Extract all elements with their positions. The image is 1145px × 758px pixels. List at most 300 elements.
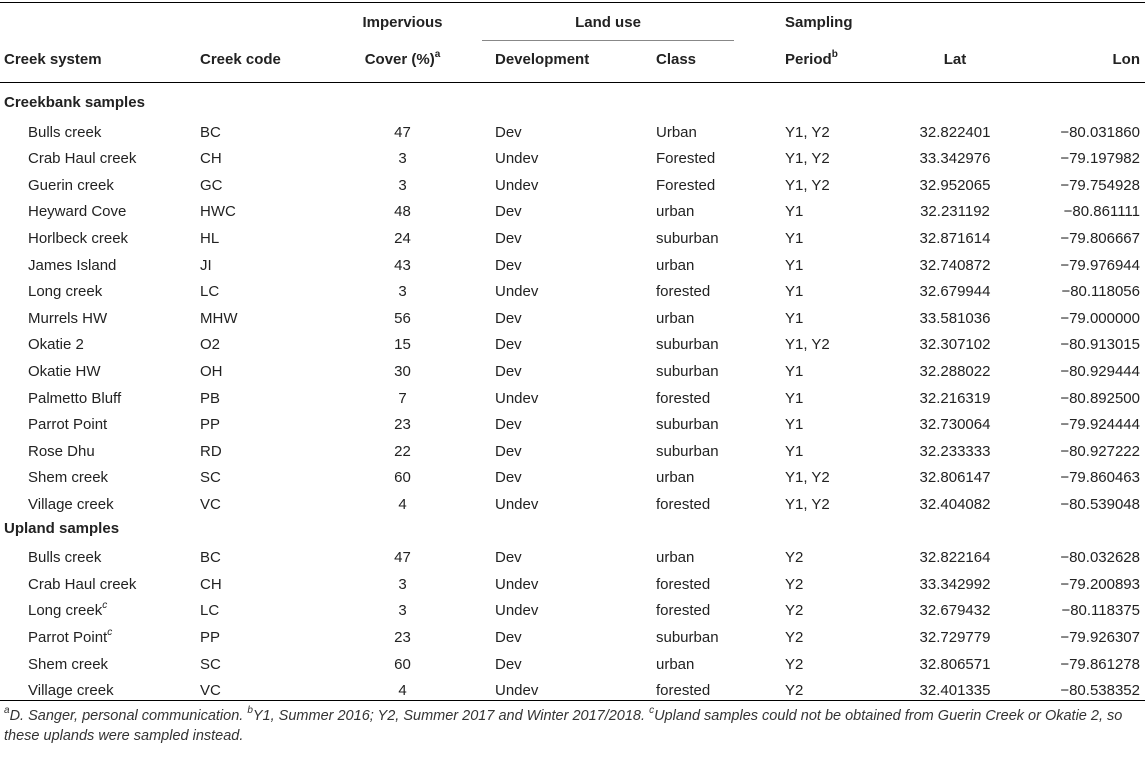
cell-development-text: Dev xyxy=(495,549,522,567)
cell-development-text: Dev xyxy=(495,309,522,327)
cell-cover-text: 47 xyxy=(394,123,411,141)
cell-development xyxy=(495,124,522,142)
cell-creek-system xyxy=(28,257,116,275)
header-impervious-label: Cover (%) xyxy=(364,51,435,68)
cell-lat xyxy=(900,203,1010,221)
cell-period xyxy=(785,443,803,461)
cell-class-text: suburban xyxy=(656,336,719,354)
cell-development-text: Dev xyxy=(495,336,522,354)
cell-creek-code xyxy=(200,469,221,487)
cell-lon xyxy=(1030,177,1140,195)
cell-lat xyxy=(900,230,1010,248)
cell-class xyxy=(656,496,710,514)
cell-development xyxy=(495,682,538,700)
cell-creek-code-text: LC xyxy=(200,602,220,620)
cell-cover-text: 48 xyxy=(394,203,411,221)
cell-period-text: Y1 xyxy=(785,283,804,301)
cell-class xyxy=(656,177,715,195)
cell-class-text: suburban xyxy=(656,363,719,380)
cell-creek-system-text: Shem creek xyxy=(28,469,109,487)
cell-class xyxy=(656,150,715,168)
cell-lat xyxy=(900,443,1010,461)
cell-lat-text: 32.806571 xyxy=(919,655,991,673)
cell-period xyxy=(785,257,803,275)
cell-class-text: urban xyxy=(656,549,695,567)
cell-development-text: Dev xyxy=(495,416,522,434)
cell-period xyxy=(785,390,803,408)
cell-class xyxy=(656,310,694,328)
cell-cover xyxy=(330,602,475,620)
cell-lon-text: −80.031860 xyxy=(1060,123,1140,141)
cell-development xyxy=(495,203,522,221)
cell-period-text: Y1, Y2 xyxy=(785,336,830,354)
cell-lon-text: −79.806667 xyxy=(1060,230,1140,247)
cell-cover xyxy=(330,682,475,700)
cell-period-text: Y1 xyxy=(785,442,804,460)
cell-lon-text: −79.197982 xyxy=(1060,150,1140,168)
cell-lon-text: −79.976944 xyxy=(1060,256,1140,274)
cell-cover-text: 15 xyxy=(394,336,411,354)
cell-lat-text: 32.288022 xyxy=(919,363,991,380)
cell-lat-text: 33.342976 xyxy=(919,150,991,168)
cell-period-text: Y1, Y2 xyxy=(785,123,830,141)
cell-creek-code xyxy=(200,336,220,354)
cell-development xyxy=(495,443,522,461)
cell-development-text: Undev xyxy=(495,150,539,168)
cell-lon xyxy=(1030,576,1140,594)
cell-class xyxy=(656,283,710,301)
cell-lon-text: −80.118056 xyxy=(1061,283,1140,301)
cell-lon-text: −79.754928 xyxy=(1060,176,1140,194)
cell-lon xyxy=(1030,443,1140,461)
cell-period-text: Y1 xyxy=(785,203,804,221)
cell-creek-code xyxy=(200,177,223,195)
cell-creek-code-text: HL xyxy=(200,230,220,247)
cell-class-text: suburban xyxy=(656,629,719,646)
cell-lon xyxy=(1030,629,1140,647)
cell-lat-text: 32.729779 xyxy=(919,629,991,646)
cell-creek-system-text: Horlbeck creek xyxy=(28,230,129,247)
bottom-rule xyxy=(0,700,1145,701)
cell-development xyxy=(495,363,522,381)
cell-lon-text: −80.032628 xyxy=(1060,549,1140,567)
cell-creek-system-text: Parrot Point xyxy=(28,416,108,434)
cell-period-text: Y1 xyxy=(785,389,804,407)
cell-lon xyxy=(1030,363,1140,381)
cell-class-text: suburban xyxy=(656,230,719,247)
cell-class xyxy=(656,682,710,700)
cell-period xyxy=(785,336,830,354)
cell-period-text: Y1, Y2 xyxy=(785,496,830,513)
cell-cover xyxy=(330,656,475,674)
cell-creek-code-text: SC xyxy=(200,655,221,673)
cell-creek-system xyxy=(28,576,136,594)
cell-creek-code-text: BC xyxy=(200,123,221,141)
cell-lon-text: −79.200893 xyxy=(1060,575,1140,593)
cell-lon xyxy=(1030,656,1140,674)
cell-period xyxy=(785,177,830,195)
cell-lat xyxy=(900,390,1010,408)
cell-lat xyxy=(900,576,1010,594)
cell-creek-system-text: Village creek xyxy=(28,496,114,513)
cell-period xyxy=(785,203,803,221)
cell-period xyxy=(785,602,803,620)
cell-period xyxy=(785,629,803,647)
cell-lon xyxy=(1030,602,1140,620)
cell-development-text: Undev xyxy=(495,575,539,593)
cell-period xyxy=(785,230,803,248)
cell-class-text: Urban xyxy=(656,123,697,141)
cell-period-text: Y1 xyxy=(785,416,804,434)
cell-cover-text: 30 xyxy=(394,363,411,380)
cell-lat-text: 33.342992 xyxy=(919,575,991,593)
cell-creek-code-text: PB xyxy=(200,389,221,407)
cell-cover xyxy=(330,177,475,195)
cell-period xyxy=(785,150,830,168)
cell-class-text: Forested xyxy=(656,176,716,194)
cell-creek-code xyxy=(200,230,219,248)
cell-creek-code-text: OH xyxy=(200,363,223,380)
cell-creek-system-text: Shem creek xyxy=(28,655,109,673)
cell-creek-system-text: Rose Dhu xyxy=(28,442,95,460)
cell-cover xyxy=(330,363,475,381)
cell-development-text: Undev xyxy=(495,389,539,407)
cell-creek-code xyxy=(200,257,212,275)
cell-creek-code xyxy=(200,363,223,381)
cell-period xyxy=(785,283,803,301)
cell-lon xyxy=(1030,310,1140,328)
header-sampling-bottom xyxy=(785,51,838,69)
cell-development xyxy=(495,416,522,434)
cell-lon xyxy=(1030,203,1140,221)
cell-creek-code-text: PP xyxy=(200,629,221,646)
cell-development xyxy=(495,336,522,354)
cell-creek-system xyxy=(28,203,126,221)
cell-period-text: Y1 xyxy=(785,230,804,247)
cell-creek-code xyxy=(200,203,236,221)
cell-class xyxy=(656,656,694,674)
cell-lat xyxy=(900,682,1010,700)
cell-class xyxy=(656,230,719,248)
cell-lon xyxy=(1030,283,1140,301)
cell-lat xyxy=(900,310,1010,328)
cell-period xyxy=(785,656,803,674)
cell-period xyxy=(785,682,803,700)
cell-class xyxy=(656,363,719,381)
cell-lat-text: 32.216319 xyxy=(919,389,991,407)
cell-lat xyxy=(900,549,1010,567)
cell-cover-text: 22 xyxy=(394,442,411,460)
cell-lat-text: 32.952065 xyxy=(919,176,991,194)
cell-class xyxy=(656,124,697,142)
cell-class-text: Forested xyxy=(656,150,716,168)
cell-creek-code-text: VC xyxy=(200,682,221,700)
cell-creek-system-text: Parrot Point xyxy=(28,629,108,646)
footnote-b-mark: b xyxy=(247,705,253,717)
cell-creek-system xyxy=(28,390,121,408)
cell-development xyxy=(495,310,522,328)
cell-lon xyxy=(1030,682,1140,700)
cell-cover-text: 23 xyxy=(394,416,411,434)
section-title: Upland samples xyxy=(4,519,120,537)
cell-lat xyxy=(900,656,1010,674)
cell-cover xyxy=(330,336,475,354)
cell-development-text: Undev xyxy=(495,602,539,620)
cell-class-text: urban xyxy=(656,655,695,673)
cell-creek-system-text: Okatie HW xyxy=(28,363,101,380)
cell-class xyxy=(656,629,719,647)
cell-period-text: Y1 xyxy=(785,309,804,327)
cell-creek-code xyxy=(200,496,221,514)
cell-cover-text: 43 xyxy=(394,256,411,274)
header-period-label: Period xyxy=(785,51,832,68)
cell-lon xyxy=(1030,150,1140,168)
header-land-use: Land use xyxy=(575,14,641,31)
cell-class-text: urban xyxy=(656,256,695,274)
cell-creek-system xyxy=(28,336,84,354)
cell-class xyxy=(656,203,694,221)
cell-development xyxy=(495,390,538,408)
cell-class-text: suburban xyxy=(656,416,719,434)
cell-creek-code xyxy=(200,656,221,674)
cell-creek-system xyxy=(28,310,107,328)
cell-development-text: Undev xyxy=(495,176,539,194)
cell-lon xyxy=(1030,230,1140,248)
cell-lat-text: 32.404082 xyxy=(919,496,991,513)
cell-creek-system xyxy=(28,469,108,487)
cell-creek-code-text: CH xyxy=(200,150,222,168)
cell-lat-text: 32.307102 xyxy=(919,336,991,354)
cell-creek-code-text: MHW xyxy=(200,309,238,327)
cell-class xyxy=(656,257,694,275)
cell-creek-code-text: JI xyxy=(200,256,212,274)
cell-development-text: Dev xyxy=(495,363,522,380)
cell-creek-system xyxy=(28,602,107,620)
cell-class-text: suburban xyxy=(656,442,719,460)
cell-lat-text: 32.679944 xyxy=(919,283,991,301)
footnote-a-mark: a xyxy=(4,705,10,717)
cell-lat-text: 32.679432 xyxy=(919,602,991,620)
cell-lon-text: −79.926307 xyxy=(1060,629,1140,646)
cell-lon xyxy=(1030,257,1140,275)
cell-development xyxy=(495,549,522,567)
cell-period xyxy=(785,549,803,567)
cell-class-text: forested xyxy=(656,496,711,513)
cell-lat-text: 32.401335 xyxy=(919,682,991,700)
cell-creek-code-text: CH xyxy=(200,575,222,593)
cell-creek-system-text: Palmetto Bluff xyxy=(28,389,122,407)
cell-development xyxy=(495,602,538,620)
footnote-b-text: Y1, Summer 2016; Y2, Summer 2017 and Winter 2017/2018. xyxy=(252,708,650,724)
footnote-a-text: D. Sanger, personal communication. xyxy=(9,708,248,724)
cell-cover-text: 3 xyxy=(398,575,407,593)
cell-development-text: Dev xyxy=(495,655,522,673)
cell-period-text: Y1, Y2 xyxy=(785,176,830,194)
cell-cover-text: 4 xyxy=(398,496,407,513)
cell-class-text: forested xyxy=(656,389,711,407)
cell-lon-text: −80.892500 xyxy=(1060,389,1140,407)
cell-creek-code xyxy=(200,416,220,434)
cell-cover xyxy=(330,416,475,434)
cell-cover-text: 4 xyxy=(398,682,407,700)
land-use-rule xyxy=(482,40,734,41)
cell-creek-code xyxy=(200,310,238,328)
cell-lon xyxy=(1030,416,1140,434)
header-impervious-top: Impervious xyxy=(362,14,443,31)
cell-class xyxy=(656,416,719,434)
cell-lon-text: −80.929444 xyxy=(1060,363,1140,380)
cell-period-text: Y1, Y2 xyxy=(785,469,830,487)
cell-lon xyxy=(1030,124,1140,142)
cell-lat xyxy=(900,629,1010,647)
cell-creek-code xyxy=(200,629,220,647)
footnote-mark-c: c xyxy=(107,627,113,638)
header-lat: Lat xyxy=(943,51,967,68)
cell-lat-text: 33.581036 xyxy=(919,309,991,327)
cell-class-text: urban xyxy=(656,203,695,221)
cell-cover-text: 3 xyxy=(398,283,407,301)
cell-development-text: Dev xyxy=(495,442,522,460)
header-rule xyxy=(0,82,1145,83)
cell-development-text: Undev xyxy=(495,682,539,700)
cell-creek-system xyxy=(28,682,114,700)
cell-cover xyxy=(330,443,475,461)
cell-class-text: urban xyxy=(656,309,695,327)
cell-lon-text: −80.539048 xyxy=(1060,496,1140,513)
cell-class-text: forested xyxy=(656,283,711,301)
cell-class-text: forested xyxy=(656,602,711,620)
cell-cover-text: 60 xyxy=(394,469,411,487)
cell-lat xyxy=(900,150,1010,168)
cell-lat-text: 32.730064 xyxy=(919,416,991,434)
cell-period xyxy=(785,363,803,381)
cell-development xyxy=(495,230,522,248)
cell-creek-system xyxy=(28,549,101,567)
cell-creek-system-text: Guerin creek xyxy=(28,176,114,194)
cell-creek-code-text: RD xyxy=(200,442,222,460)
cell-development-text: Dev xyxy=(495,469,522,487)
cell-class xyxy=(656,549,694,567)
cell-lat xyxy=(900,177,1010,195)
footnote-c-text: Upland samples could not be obtained from Guerin Creek or Okatie 2, so these uplands were sampled instead. xyxy=(4,708,1123,744)
cell-development-text: Dev xyxy=(495,256,522,274)
cell-period-text: Y2 xyxy=(785,629,804,646)
cell-creek-system-text: Bulls creek xyxy=(28,549,102,567)
cell-lon xyxy=(1030,336,1140,354)
cell-cover xyxy=(330,629,475,647)
cell-cover xyxy=(330,310,475,328)
cell-creek-system xyxy=(28,283,102,301)
cell-lon-text: −80.913015 xyxy=(1060,336,1140,354)
cell-creek-system-text: Okatie 2 xyxy=(28,336,84,354)
cell-creek-system-text: Murrels HW xyxy=(28,309,108,327)
cell-lon-text: −79.924444 xyxy=(1060,416,1140,434)
cell-cover-text: 60 xyxy=(394,655,411,673)
cell-creek-system xyxy=(28,443,95,461)
cell-cover xyxy=(330,469,475,487)
cell-lon xyxy=(1030,390,1140,408)
cell-development-text: Undev xyxy=(495,283,539,301)
cell-class-text: forested xyxy=(656,575,711,593)
cell-class xyxy=(656,390,710,408)
cell-cover-text: 3 xyxy=(398,150,407,168)
cell-lat xyxy=(900,336,1010,354)
footnote-mark-b: b xyxy=(831,49,838,60)
cell-cover xyxy=(330,549,475,567)
cell-lat-text: 32.231192 xyxy=(920,203,990,221)
cell-development xyxy=(495,283,538,301)
cell-development-text: Dev xyxy=(495,230,522,247)
cell-class xyxy=(656,336,719,354)
cell-development-text: Dev xyxy=(495,629,522,646)
cell-cover xyxy=(330,124,475,142)
cell-lat xyxy=(900,257,1010,275)
cell-development xyxy=(495,496,538,514)
cell-lat-text: 32.822164 xyxy=(919,549,991,567)
cell-creek-code xyxy=(200,549,221,567)
cell-period xyxy=(785,310,803,328)
cell-creek-system xyxy=(28,496,114,514)
cell-creek-code xyxy=(200,682,221,700)
header-class: Class xyxy=(656,51,697,68)
cell-creek-code xyxy=(200,443,222,461)
cell-class xyxy=(656,602,710,620)
cell-creek-code xyxy=(200,576,222,594)
cell-cover-text: 23 xyxy=(394,629,411,646)
cell-creek-system-text: Crab Haul creek xyxy=(28,575,137,593)
cell-creek-system-text: Village creek xyxy=(28,682,114,700)
cell-cover-text: 3 xyxy=(398,176,407,194)
cell-development xyxy=(495,150,538,168)
cell-creek-system-text: Long creek xyxy=(28,283,103,301)
cell-cover xyxy=(330,257,475,275)
cell-class-text: urban xyxy=(656,469,695,487)
cell-creek-system-text: James Island xyxy=(28,256,117,274)
cell-lat xyxy=(900,496,1010,514)
cell-class xyxy=(656,443,719,461)
table-footnotes xyxy=(4,706,1139,746)
cell-creek-code-text: GC xyxy=(200,176,223,194)
cell-creek-code-text: HWC xyxy=(200,203,236,221)
cell-period xyxy=(785,124,830,142)
cell-period xyxy=(785,576,803,594)
cell-lat xyxy=(900,363,1010,381)
cell-lat xyxy=(900,469,1010,487)
cell-period xyxy=(785,416,803,434)
cell-development xyxy=(495,656,522,674)
cell-lon-text: −80.861111 xyxy=(1063,203,1140,221)
cell-cover xyxy=(330,150,475,168)
header-development: Development xyxy=(495,51,590,68)
cell-cover-text: 7 xyxy=(398,389,407,407)
cell-lon-text: −80.118375 xyxy=(1061,602,1140,620)
cell-lat xyxy=(900,602,1010,620)
cell-period-text: Y2 xyxy=(785,602,804,620)
cell-period-text: Y1 xyxy=(785,256,804,274)
cell-creek-system xyxy=(28,124,101,142)
cell-development xyxy=(495,257,522,275)
footnote-c-mark: c xyxy=(649,705,655,717)
header-creek-code: Creek code xyxy=(200,51,281,68)
cell-cover xyxy=(330,390,475,408)
cell-creek-system xyxy=(28,416,107,434)
top-rule xyxy=(0,2,1145,3)
cell-period-text: Y1 xyxy=(785,363,804,380)
cell-creek-system-text: Long creek xyxy=(28,602,103,620)
cell-period-text: Y1, Y2 xyxy=(785,150,830,168)
cell-lat xyxy=(900,283,1010,301)
cell-lon xyxy=(1030,469,1140,487)
